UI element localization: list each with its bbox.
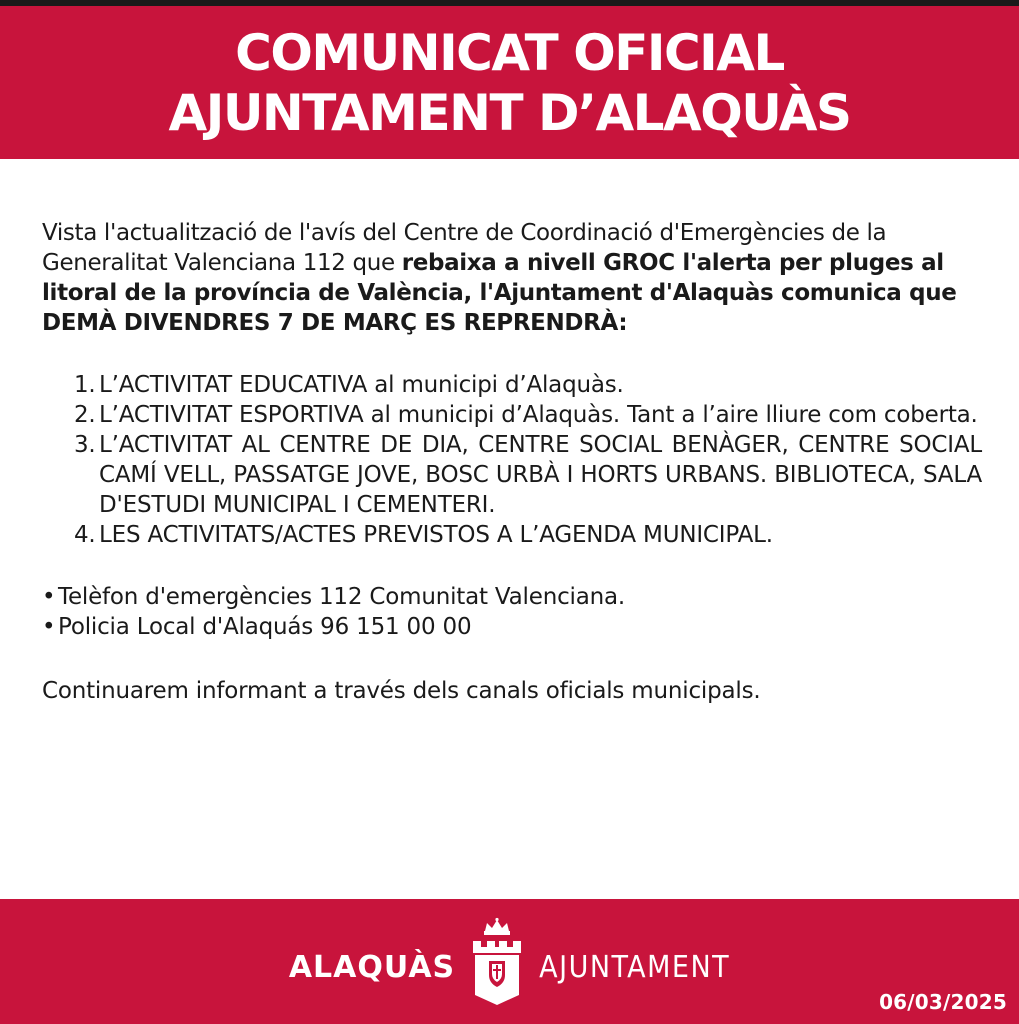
list-text: LES ACTIVITATS/ACTES PREVISTOS A L’AGENDA MUNICIPAL. [99,522,773,548]
municipal-logo [0,899,1019,1024]
brand-name: ALAQUÀS [288,950,456,985]
list-item [42,370,982,400]
intro-bold-text: rebaixa a nivell GROC l'alerta per pluges al litoral de la província de València, l'Ajuntament d'Alaquàs comunica que DEMÀ DIVENDRES 7 DE MARÇ ES REPRENDRÀ: [42,250,957,336]
bullet: • [42,614,56,640]
contact-item-emergencies [42,582,982,612]
resumed-activities-list [42,370,982,550]
intro-text: Vista l'actualització de l'avís del Centre de Coordinació d'Emergències de la Generalitat Valenciana 112 que [42,220,887,276]
contacts-list [42,582,982,642]
brand-subtitle: AJUNTAMENT [539,950,731,985]
list-text: L’ACTIVITAT AL CENTRE DE DIA, CENTRE SOCIAL BENÀGER, CENTRE SOCIAL CAMÍ VELL, PASSATGE JOVE, BOSC URBÀ I HORTS URBANS. BIBLIOTECA, SALA D'ESTUDI MUNICIPAL I CEMENTERI. [99,432,982,518]
contact-text: Policia Local d'Alaquás 96 151 00 00 [58,614,472,640]
list-number: 2. [74,402,96,428]
list-number: 1. [74,372,96,398]
contact-item-police [42,612,982,642]
publication-date: 06/03/2025 [879,990,1007,1014]
list-text: L’ACTIVITAT ESPORTIVA al municipi d’Alaquàs. Tant a l’aire lliure com coberta. [99,402,978,428]
list-number: 3. [74,432,96,458]
list-item [42,400,982,430]
contact-text: Telèfon d'emergències 112 Comunitat Valenciana. [58,584,625,610]
list-number: 4. [74,522,96,548]
closing-paragraph: Continuarem informant a través dels canals oficials municipals. [42,678,761,704]
castle-crest-icon [467,917,527,1007]
header-banner [0,6,1019,159]
bullet: • [42,584,56,610]
footer-banner [0,899,1019,1024]
list-item [42,520,982,550]
communique-body [42,218,982,706]
list-text: L’ACTIVITAT EDUCATIVA al municipi d’Alaquàs. [99,372,624,398]
list-item [42,430,982,520]
intro-paragraph [42,218,982,338]
header-title-line-1: COMUNICAT OFICIAL [235,23,784,82]
header-title-line-2: AJUNTAMENT D’ALAQUÀS [168,83,851,142]
